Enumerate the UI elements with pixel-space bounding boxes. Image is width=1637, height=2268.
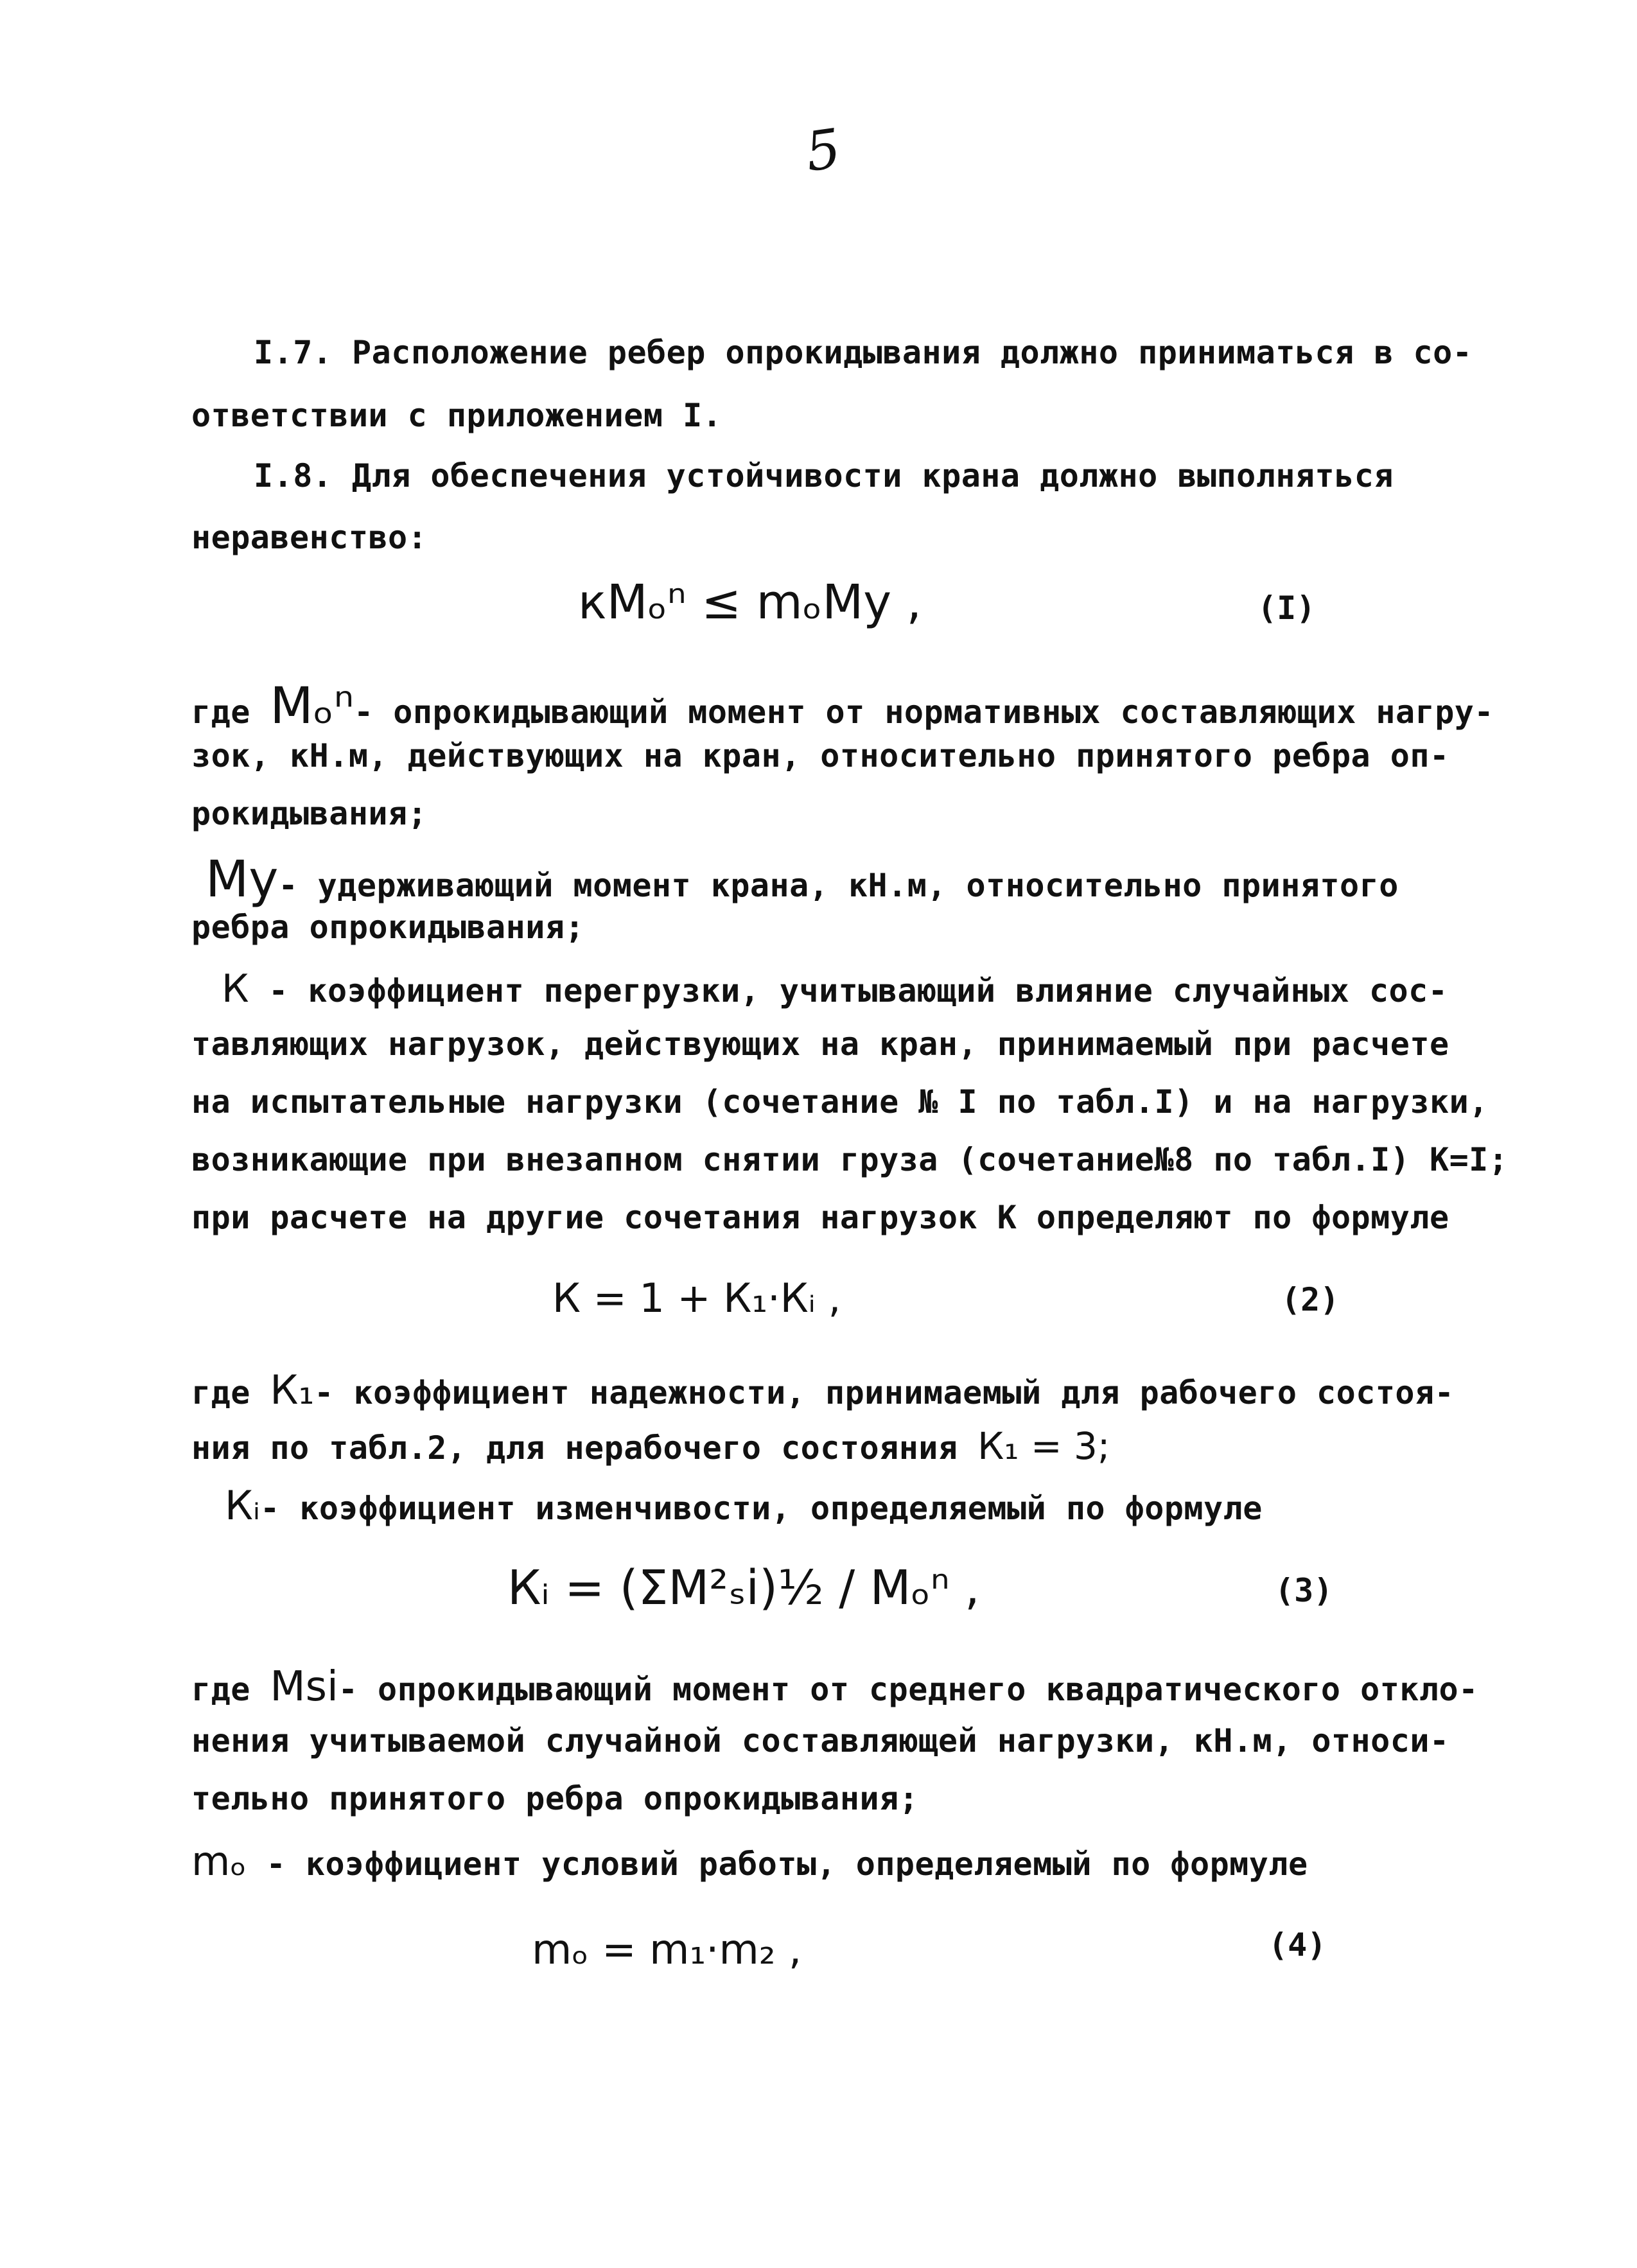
def-k1-symbol: К₁ <box>270 1366 315 1413</box>
def-k1-text1: - коэффициент надежности, принимаемый для рабочего состоя- <box>314 1374 1455 1411</box>
def-k1-value: К₁ = 3; <box>977 1424 1110 1468</box>
def-my-line1 <box>206 851 1399 909</box>
def-my-line2: ребра опрокидывания; <box>191 909 585 946</box>
p17-line2: ответствии с приложением I. <box>191 397 722 434</box>
def-k1-text2: ния по табл.2, для нерабочего состояния <box>191 1429 958 1467</box>
def-m0n-text1: - опрокидывающий момент от нормативных составляющих нагру- <box>354 693 1494 731</box>
formula-2: К = 1 + К₁·Кᵢ , <box>552 1275 841 1322</box>
formula-2-number: (2) <box>1281 1281 1340 1318</box>
def-m0n-symbol: Mₒⁿ <box>270 677 355 735</box>
def-m0n-line3: рокидывания; <box>191 795 428 832</box>
def-k-text1: - коэффициент перегрузки, учитывающий влияние случайных сос- <box>249 972 1448 1009</box>
def-msi-prefix: где <box>191 1671 250 1708</box>
def-k-line5: при расчете на другие сочетания нагрузок К определяют по формуле <box>191 1199 1449 1236</box>
def-ki-text1: - коэффициент изменчивости, определяемый по формуле <box>260 1490 1263 1527</box>
def-my-symbol: Mу <box>206 851 279 909</box>
p17-line1: I.7. Расположение ребер опрокидывания должно приниматься в со- <box>254 334 1473 371</box>
formula-1: кМₒⁿ ≤ mₒMу , <box>578 575 922 630</box>
def-msi-line1 <box>191 1663 1478 1711</box>
def-k-symbol: К <box>222 966 249 1011</box>
def-my-text1: - удерживающий момент крана, кН.м, относительно принятого <box>278 867 1399 904</box>
def-k-line2: тавляющих нагрузок, действующих на кран, принимаемый при расчете <box>191 1025 1449 1063</box>
formula-3-number: (3) <box>1275 1572 1333 1609</box>
def-msi-line2: нения учитываемой случайной составляющей нагрузки, кН.м, относи- <box>191 1722 1449 1759</box>
def-msi-text1: - опрокидывающий момент от среднего квадратического откло- <box>338 1671 1478 1708</box>
def-k-line3: на испытательные нагрузки (сочетание № I по табл.I) и на нагрузки, <box>191 1083 1489 1121</box>
p18-line1: I.8. Для обеспечения устойчивости крана должно выполняться <box>254 457 1394 494</box>
def-k-line4: возникающие при внезапном снятии груза (сочетание№8 по табл.I) К=I; <box>191 1141 1509 1178</box>
formula-4: mₒ = m₁·m₂ , <box>532 1926 802 1974</box>
p18-line2: неравенство: <box>191 519 428 556</box>
def-m0n-prefix: где <box>191 693 250 731</box>
def-msi-line3: тельно принятого ребра опрокидывания; <box>191 1780 919 1817</box>
def-k1-line1 <box>191 1366 1454 1413</box>
def-m0n-line1 <box>191 677 1494 735</box>
def-msi-symbol: Msi <box>270 1663 338 1711</box>
def-m0n-line2: зок, кН.м, действующих на кран, относительно принятого ребра оп- <box>191 737 1449 774</box>
formula-4-number: (4) <box>1268 1926 1327 1964</box>
formula-3: Кᵢ = (ΣM²ₛi)½ / Mₒⁿ , <box>507 1560 980 1616</box>
def-m0-text1: - коэффициент условий работы, определяемый по формуле <box>247 1845 1308 1883</box>
def-m0-line1 <box>191 1838 1308 1885</box>
def-ki-symbol: Кᵢ <box>225 1482 261 1529</box>
def-m0-symbol: mₒ <box>191 1838 247 1885</box>
def-k1-prefix: где <box>191 1374 250 1411</box>
def-k-line1 <box>222 966 1448 1011</box>
formula-1-number: (I) <box>1257 589 1316 627</box>
page-number: 5 <box>801 116 845 184</box>
def-ki-line1 <box>225 1482 1263 1529</box>
def-k1-line2 <box>191 1424 1110 1468</box>
